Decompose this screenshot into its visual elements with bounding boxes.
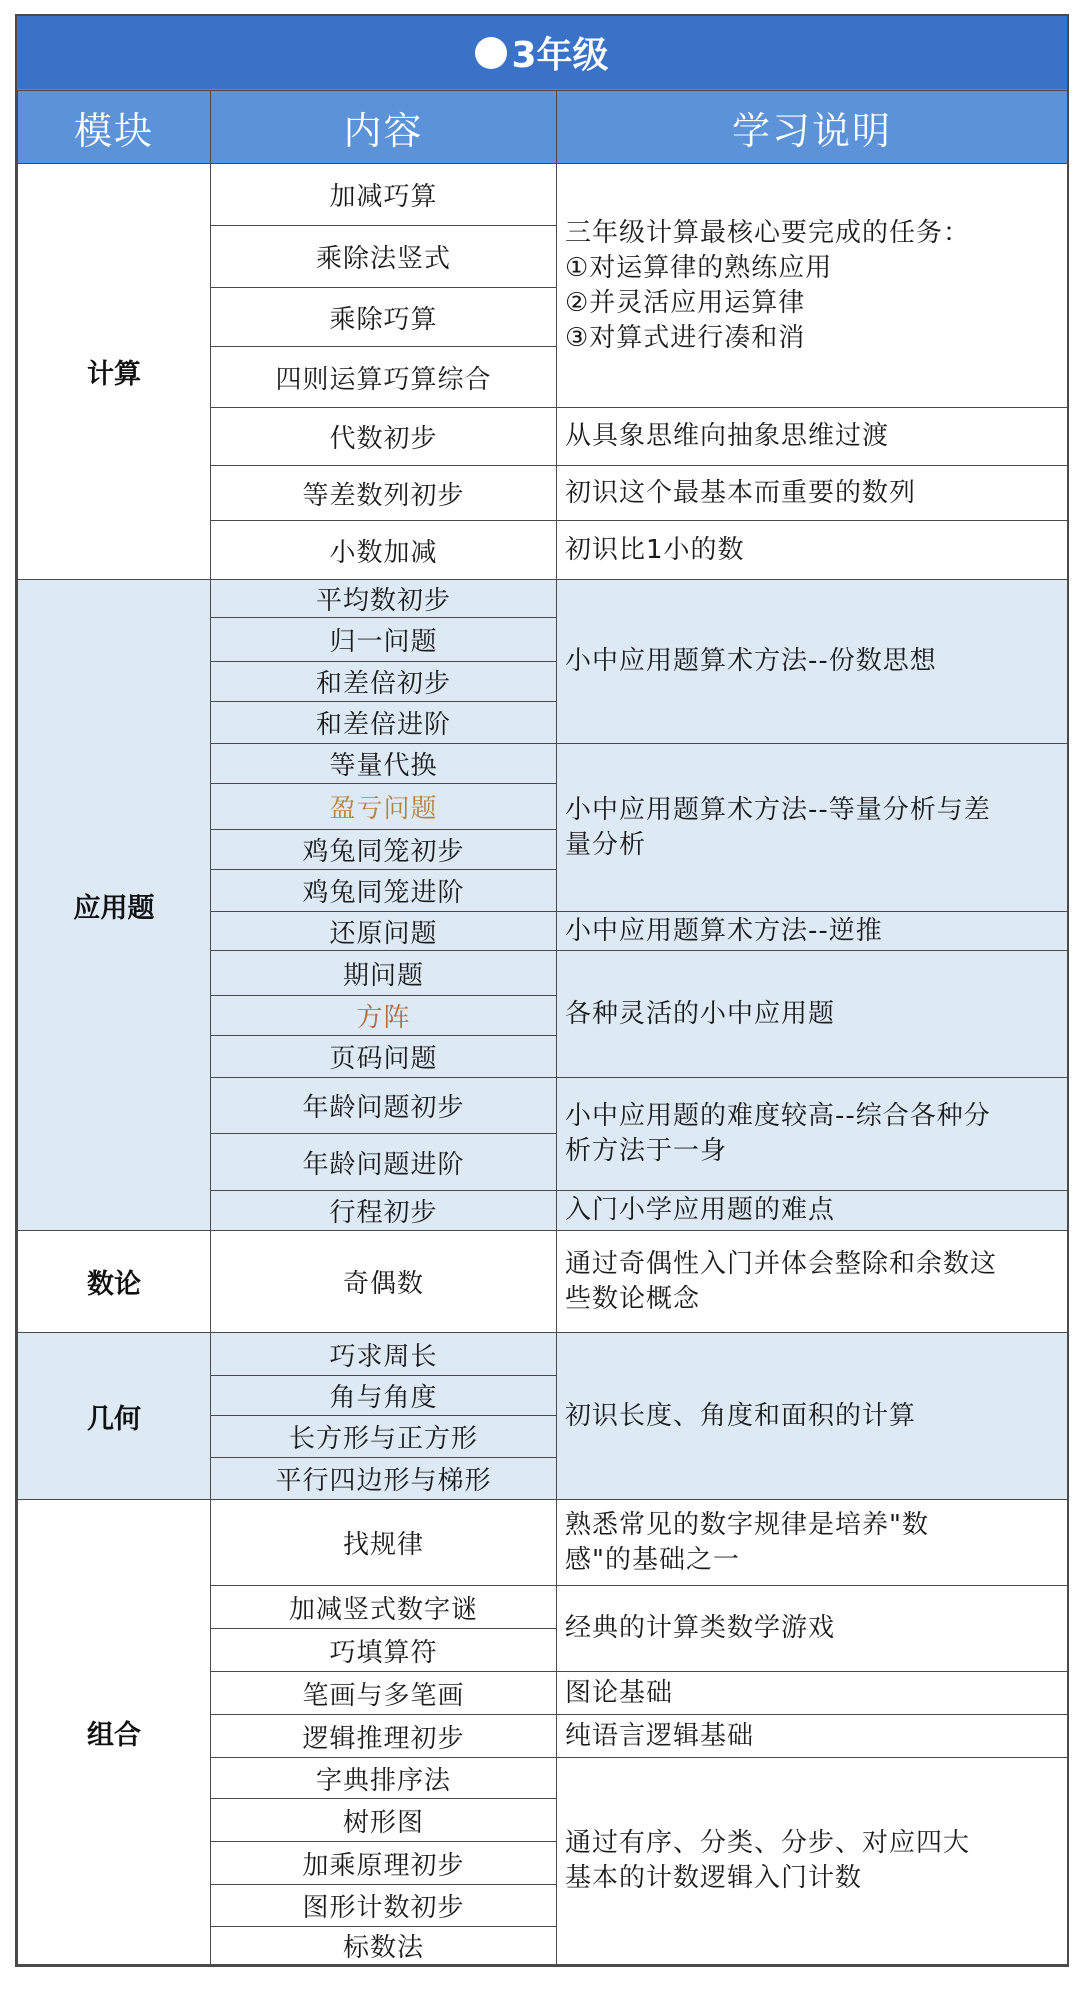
- table-row: [18, 1231, 1068, 1333]
- note-cell: 初识长度、角度和面积的计算: [557, 1333, 1068, 1500]
- note-cell: 各种灵活的小中应用题: [557, 951, 1068, 1078]
- note-cell: 初识比1小的数: [557, 521, 1068, 580]
- table-row: [18, 164, 1068, 226]
- topic-item: 乘除法竖式: [211, 226, 557, 288]
- topic-item: 加减巧算: [211, 164, 557, 226]
- topic-item: 等差数列初步: [211, 466, 557, 521]
- topic-item: 归一问题: [211, 618, 557, 662]
- topic-item: 角与角度: [211, 1376, 557, 1416]
- note-cell: 从具象思维向抽象思维过渡: [557, 408, 1068, 466]
- header-module: 模块: [18, 91, 211, 164]
- bullet-dot-icon: [475, 37, 507, 69]
- topic-item-highlighted: 盈亏问题: [211, 784, 557, 830]
- note-cell: 经典的计算类数学游戏: [557, 1586, 1068, 1672]
- topic-item: 找规律: [211, 1500, 557, 1586]
- topic-item: 图形计数初步: [211, 1885, 557, 1927]
- header-row: [18, 91, 1068, 164]
- topic-item: 鸡兔同笼进阶: [211, 870, 557, 912]
- topic-item: 平行四边形与梯形: [211, 1458, 557, 1500]
- topic-item: 和差倍初步: [211, 662, 557, 702]
- table-row: [18, 580, 1068, 618]
- module-calc: 计算: [18, 164, 211, 580]
- note-cell: 小中应用题算术方法--逆推: [557, 912, 1068, 951]
- topic-item: 树形图: [211, 1799, 557, 1842]
- topic-item: 加减竖式数字谜: [211, 1586, 557, 1629]
- curriculum-sheet: [15, 14, 1069, 1967]
- topic-item: 年龄问题初步: [211, 1078, 557, 1134]
- note-cell: 图论基础: [557, 1672, 1068, 1715]
- module-combo: 组合: [18, 1500, 211, 1965]
- note-cell: 三年级计算最核心要完成的任务： ①对运算律的熟练应用 ②并灵活应用运算律 ③对算式进行凑和消: [557, 164, 1068, 408]
- note-cell: 通过奇偶性入门并体会整除和余数这 些数论概念: [557, 1231, 1068, 1333]
- topic-item: 和差倍进阶: [211, 702, 557, 744]
- note-cell: 通过有序、分类、分步、对应四大 基本的计数逻辑入门计数: [557, 1758, 1068, 1965]
- note-cell: 小中应用题算术方法--份数思想: [557, 580, 1068, 744]
- topic-item: 长方形与正方形: [211, 1416, 557, 1458]
- topic-item: 行程初步: [211, 1191, 557, 1231]
- topic-item: 标数法: [211, 1927, 557, 1965]
- module-app: 应用题: [18, 580, 211, 1231]
- note-cell: 小中应用题的难度较高--综合各种分 析方法于一身: [557, 1078, 1068, 1191]
- topic-item: 逻辑推理初步: [211, 1715, 557, 1758]
- note-cell: 入门小学应用题的难点: [557, 1191, 1068, 1231]
- topic-item: 还原问题: [211, 912, 557, 951]
- topic-item: 巧填算符: [211, 1629, 557, 1672]
- topic-item: 巧求周长: [211, 1333, 557, 1376]
- topic-item: 年龄问题进阶: [211, 1134, 557, 1191]
- topic-item: 小数加减: [211, 521, 557, 580]
- topic-item: 乘除巧算: [211, 288, 557, 347]
- curriculum-table: [17, 90, 1068, 1965]
- topic-item: 奇偶数: [211, 1231, 557, 1333]
- note-cell: 小中应用题算术方法--等量分析与差 量分析: [557, 744, 1068, 912]
- header-notes: 学习说明: [557, 91, 1068, 164]
- topic-item: 四则运算巧算综合: [211, 347, 557, 408]
- topic-item-highlighted: 方阵: [211, 996, 557, 1036]
- grade-title: 3年级: [511, 35, 609, 76]
- header-content: 内容: [211, 91, 557, 164]
- table-row: [18, 1500, 1068, 1586]
- topic-item: 平均数初步: [211, 580, 557, 618]
- topic-item: 期问题: [211, 951, 557, 996]
- grade-title-bar: [17, 16, 1067, 90]
- topic-item: 鸡兔同笼初步: [211, 830, 557, 870]
- topic-item: 代数初步: [211, 408, 557, 466]
- topic-item: 字典排序法: [211, 1758, 557, 1799]
- table-row: [18, 1333, 1068, 1376]
- module-geo: 几何: [18, 1333, 211, 1500]
- module-number: 数论: [18, 1231, 211, 1333]
- topic-item: 笔画与多笔画: [211, 1672, 557, 1715]
- topic-item: 加乘原理初步: [211, 1842, 557, 1885]
- note-cell: 纯语言逻辑基础: [557, 1715, 1068, 1758]
- note-cell: 初识这个最基本而重要的数列: [557, 466, 1068, 521]
- note-cell: 熟悉常见的数字规律是培养"数 感"的基础之一: [557, 1500, 1068, 1586]
- topic-item: 等量代换: [211, 744, 557, 784]
- topic-item: 页码问题: [211, 1036, 557, 1078]
